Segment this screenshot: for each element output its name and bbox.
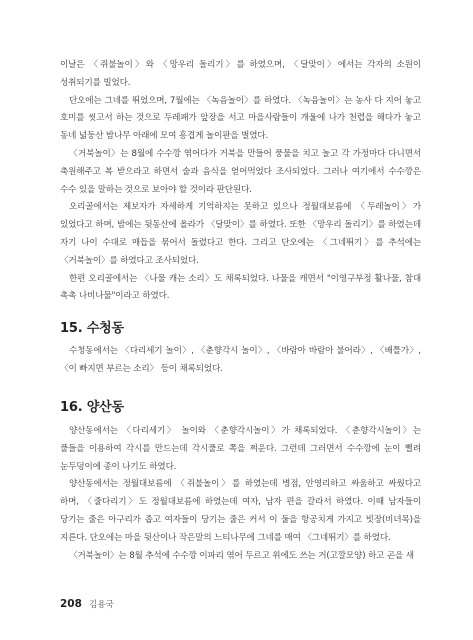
page-footer (60, 598, 114, 610)
paragraph: 양산동에서는 정월대보름에 〈쥐불놀이〉를 하였는데 병점, 안영리하고 싸움하고 싸웠다고 하며, 〈줄다리기〉도 정월대보름에 하였는데 여자, 남자 편을 갈라서 하였다. 이때 남자들이 당기는 줄은 아구리가 좁고 여자들이 당기는 줄은 커서 이 둘을 항공치게 가지고 빗장(비녀목)을 지른다. 단오에는 마을 뒷산이나 작은말의 느티나무에 그네를 매여 〈그네뛰기〉를 하였다. (60, 479, 421, 543)
paragraph: 단오에는 그네를 뛰었으며, 7월에는 〈녹음놀이〉를 하였다. 〈녹음놀이〉는 농사 다 지어 놓고 호미를 씻고서 하는 것으로 두레패가 앞장을 서고 마을사람들이 개울에 나가 천렵을 해다가 놓고 동네 넓둥산 밤나무 아래에 모여 흥겹게 놀이판을 벌였다. (60, 95, 421, 142)
section-heading: 15. 수청동 (60, 321, 124, 336)
section-heading: 16. 양산동 (60, 400, 124, 415)
section-intro-body (60, 57, 421, 306)
paragraph: 양산동에서는 〈다리세기〉 놀이와 〈춘향각시놀이〉가 채록되었다. 〈춘향각시놀이〉는 풀들을 이용하여 각시를 만드는데 각시풀로 쪽을 찌운다. 그런데 그러면서 수수깡에 눈이 뻘려 눈두덩이에 종이 나기도 하였다. (60, 426, 421, 472)
section-16-body (60, 423, 421, 565)
paragraph: 오리골에서는 제보자가 자세하게 기억하지는 못하고 있으나 정월대보름에 〈두레놀이〉가 있었다고 하며, 밤에는 뒷동산에 올라가 〈달맞이〉를 하였다. 또한 〈망우리 돌리기〉를 하였는데 자기 나이 수대로 매듭을 묶어서 돌렸다고 한다. 그리고 단오에는 〈그네뛰기〉를 추석에는 〈거북놀이〉를 하였다고 조사되었다. (60, 202, 421, 266)
page-number: 208 (60, 598, 82, 610)
paragraph: 이날은 〈쥐불놀이〉와 〈망우리 돌리기〉를 하였으며, 〈달맞이〉에서는 각자의 소원이 성취되기를 빌었다. (60, 60, 421, 88)
paragraph: 한편 오리골에서는 〈나물 캐는 소리〉도 채록되었다. 나물을 캐면서 "이영구부정 활나물, 참대 촉촉 나비나물"이라고 하였다. (60, 273, 421, 302)
paragraph: 〈거북놀이〉는 8월에 수수깡 엮어다가 거북을 만들어 풍물을 치고 놀고 각 가정마다 다니면서 축원해주고 복 받으라고 하면서 술과 음식을 얻어먹었다 조사되었다. 그러나 여기에서 수수깡은 수수 있을 말하는 것으로 보아야 할 것이라 판단된다. (60, 148, 421, 195)
paragraph: 〈거북놀이〉는 8월 추석에 수수깡 이파리 엮어 두르고 위에도 쓰는 거(고깔모양) 하고 곤을 새 (69, 550, 414, 561)
section-15-body (60, 343, 421, 379)
author-name: 김용국 (89, 600, 114, 610)
paragraph: 수청동에서는 〈다리세기 놀이〉, 〈춘향각시 놀이〉, 〈바람아 바람아 불어라〉, 〈배틀가〉, 〈이 빠지면 부르는 소리〉 등이 채록되었다. (60, 346, 421, 374)
